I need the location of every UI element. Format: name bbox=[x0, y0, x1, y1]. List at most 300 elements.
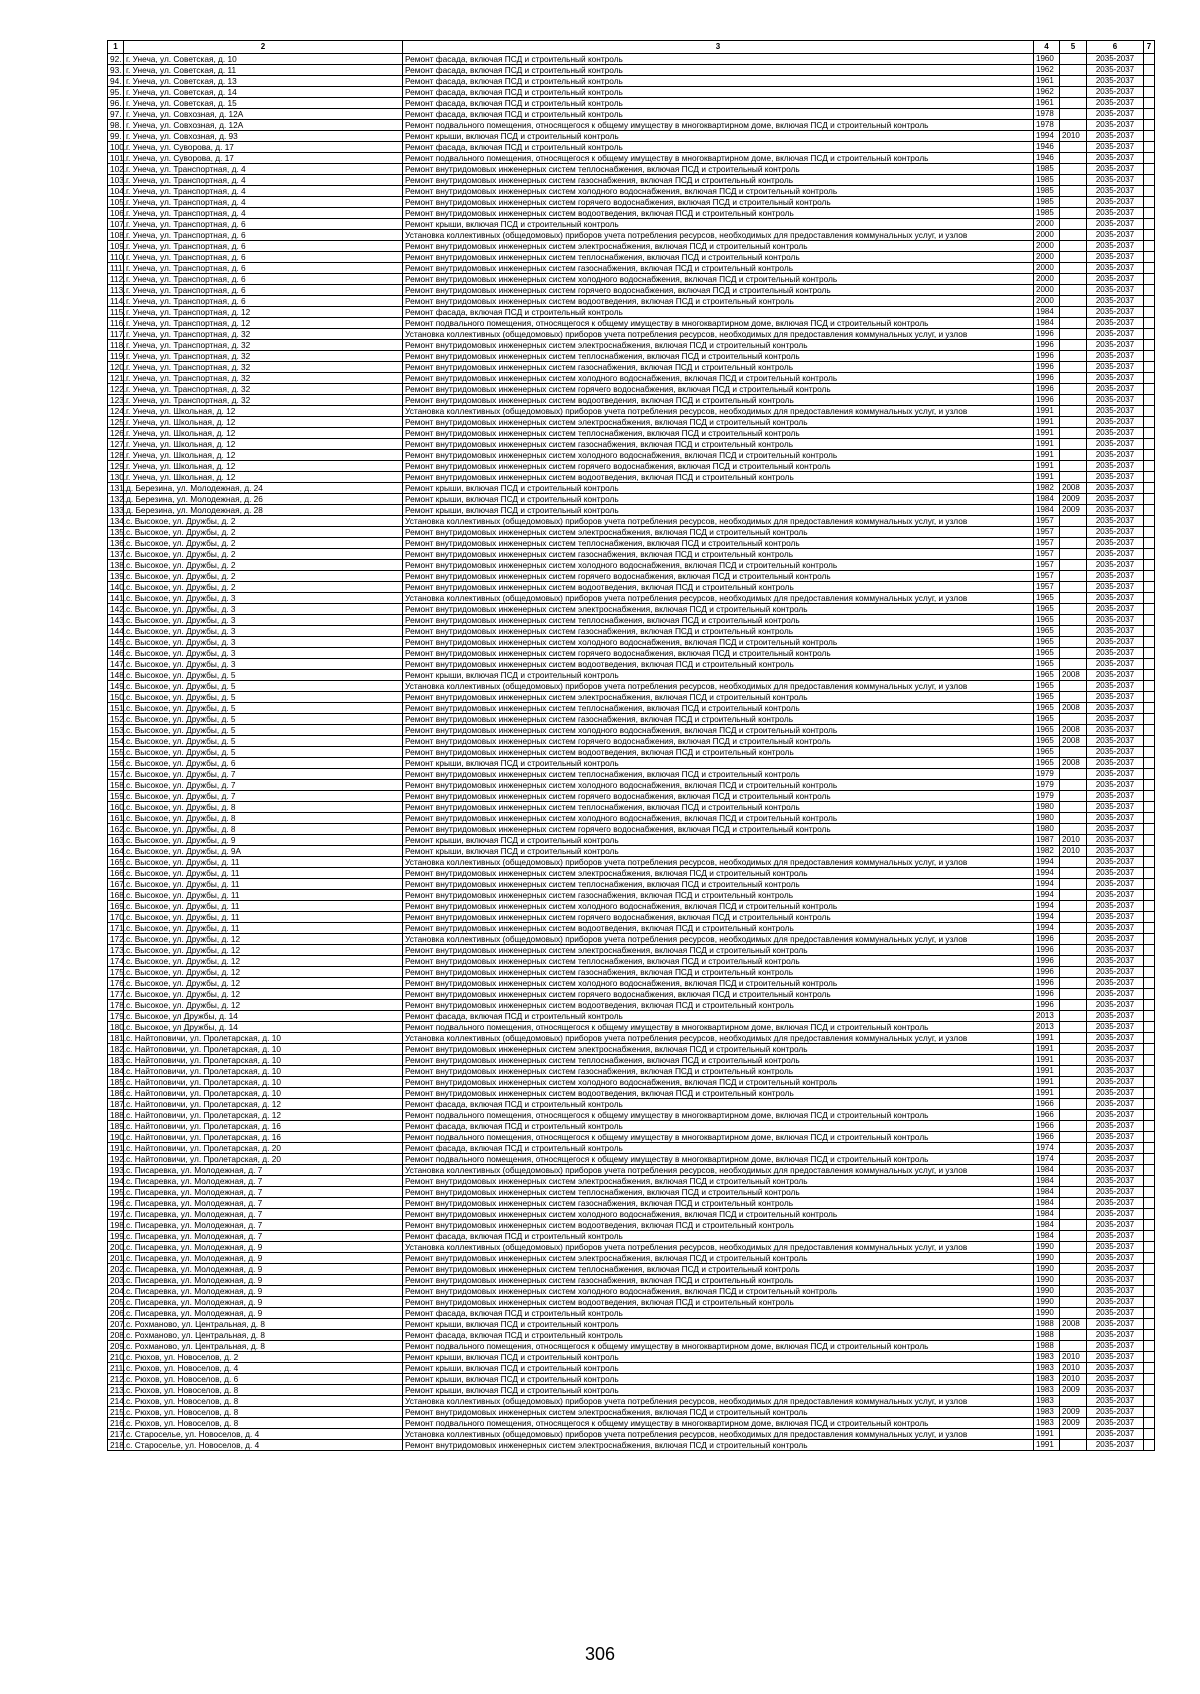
built-year-cell: 2000 bbox=[1034, 285, 1060, 296]
work-type-cell: Ремонт фасада, включая ПСД и строительный контроль bbox=[403, 1308, 1034, 1319]
extra-cell bbox=[1144, 76, 1155, 87]
row-number: 211. bbox=[108, 1363, 124, 1374]
planned-period-cell: 2035-2037 bbox=[1087, 1088, 1144, 1099]
row-number: 103. bbox=[108, 175, 124, 186]
table-row bbox=[108, 142, 1155, 153]
row-number: 140. bbox=[108, 582, 124, 593]
address-cell: г. Унеча, ул. Транспортная, д. 4 bbox=[124, 186, 403, 197]
work-type-cell: Ремонт внутридомовых инженерных систем горячего водоснабжения, включая ПСД и строительный контроль bbox=[403, 197, 1034, 208]
row-number: 101. bbox=[108, 153, 124, 164]
address-cell: г. Унеча, ул. Школьная, д. 12 bbox=[124, 472, 403, 483]
extra-cell bbox=[1144, 725, 1155, 736]
row-number: 142. bbox=[108, 604, 124, 615]
work-type-cell: Установка коллективных (общедомовых) приборов учета потребления ресурсов, необходимых для предоставления коммунальных услуг, и узлов bbox=[403, 1396, 1034, 1407]
row-number: 183. bbox=[108, 1055, 124, 1066]
work-type-cell: Ремонт внутридомовых инженерных систем электроснабжения, включая ПСД и строительный контроль bbox=[403, 1176, 1034, 1187]
row-number: 169. bbox=[108, 901, 124, 912]
work-type-cell: Ремонт внутридомовых инженерных систем холодного водоснабжения, включая ПСД и строительный контроль bbox=[403, 560, 1034, 571]
address-cell: с. Высокое, ул. Дружбы, д. 2 bbox=[124, 571, 403, 582]
work-type-cell: Ремонт подвального помещения, относящегося к общему имуществу в многоквартирном доме, включая ПСД и строительный контроль bbox=[403, 1341, 1034, 1352]
work-type-cell: Ремонт фасада, включая ПСД и строительный контроль bbox=[403, 307, 1034, 318]
address-cell: г. Унеча, ул. Транспортная, д. 32 bbox=[124, 384, 403, 395]
address-cell: с. Писаревка, ул. Молодежная, д. 7 bbox=[124, 1231, 403, 1242]
address-cell: г. Унеча, ул. Транспортная, д. 4 bbox=[124, 208, 403, 219]
planned-period-cell: 2035-2037 bbox=[1087, 428, 1144, 439]
row-number: 135. bbox=[108, 527, 124, 538]
extra-cell bbox=[1144, 659, 1155, 670]
built-year-cell: 1965 bbox=[1034, 736, 1060, 747]
last-repair-year-cell bbox=[1060, 1253, 1087, 1264]
work-type-cell: Ремонт крыши, включая ПСД и строительный контроль bbox=[403, 846, 1034, 857]
address-cell: г. Унеча, ул. Транспортная, д. 6 bbox=[124, 263, 403, 274]
extra-cell bbox=[1144, 879, 1155, 890]
extra-cell bbox=[1144, 1242, 1155, 1253]
table-row bbox=[108, 813, 1155, 824]
built-year-cell: 1979 bbox=[1034, 769, 1060, 780]
address-cell: г. Унеча, ул. Совхозная, д. 93 bbox=[124, 131, 403, 142]
table-row bbox=[108, 769, 1155, 780]
extra-cell bbox=[1144, 945, 1155, 956]
row-number: 99. bbox=[108, 131, 124, 142]
table-row bbox=[108, 1297, 1155, 1308]
table-row bbox=[108, 1154, 1155, 1165]
table-row bbox=[108, 1363, 1155, 1374]
built-year-cell: 1994 bbox=[1034, 901, 1060, 912]
built-year-cell: 1966 bbox=[1034, 1121, 1060, 1132]
last-repair-year-cell bbox=[1060, 318, 1087, 329]
table-row bbox=[108, 230, 1155, 241]
planned-period-cell: 2035-2037 bbox=[1087, 549, 1144, 560]
address-cell: с. Высокое, ул. Дружбы, д. 3 bbox=[124, 604, 403, 615]
extra-cell bbox=[1144, 175, 1155, 186]
planned-period-cell: 2035-2037 bbox=[1087, 329, 1144, 340]
extra-cell bbox=[1144, 890, 1155, 901]
planned-period-cell: 2035-2037 bbox=[1087, 1110, 1144, 1121]
table-row bbox=[108, 1176, 1155, 1187]
last-repair-year-cell bbox=[1060, 307, 1087, 318]
built-year-cell: 1965 bbox=[1034, 659, 1060, 670]
work-type-cell: Ремонт внутридомовых инженерных систем водоотведения, включая ПСД и строительный контроль bbox=[403, 659, 1034, 670]
table-row bbox=[108, 956, 1155, 967]
row-number: 133. bbox=[108, 505, 124, 516]
extra-cell bbox=[1144, 87, 1155, 98]
table-row bbox=[108, 483, 1155, 494]
column-number-header: 1 bbox=[108, 41, 124, 54]
last-repair-year-cell bbox=[1060, 109, 1087, 120]
built-year-cell: 1991 bbox=[1034, 1066, 1060, 1077]
row-number: 157. bbox=[108, 769, 124, 780]
address-cell: г. Унеча, ул. Транспортная, д. 32 bbox=[124, 395, 403, 406]
last-repair-year-cell bbox=[1060, 593, 1087, 604]
row-number: 96. bbox=[108, 98, 124, 109]
planned-period-cell: 2035-2037 bbox=[1087, 1341, 1144, 1352]
address-cell: г. Унеча, ул. Транспортная, д. 6 bbox=[124, 285, 403, 296]
planned-period-cell: 2035-2037 bbox=[1087, 637, 1144, 648]
table-row bbox=[108, 428, 1155, 439]
last-repair-year-cell bbox=[1060, 714, 1087, 725]
extra-cell bbox=[1144, 1231, 1155, 1242]
built-year-cell: 2000 bbox=[1034, 219, 1060, 230]
built-year-cell: 1946 bbox=[1034, 153, 1060, 164]
last-repair-year-cell bbox=[1060, 54, 1087, 65]
address-cell: с. Высокое, ул. Дружбы, д. 12 bbox=[124, 956, 403, 967]
table-row bbox=[108, 703, 1155, 714]
table-row bbox=[108, 186, 1155, 197]
built-year-cell: 1965 bbox=[1034, 681, 1060, 692]
address-cell: с. Высокое, ул Дружбы, д. 14 bbox=[124, 1022, 403, 1033]
row-number: 187. bbox=[108, 1099, 124, 1110]
table-row bbox=[108, 571, 1155, 582]
last-repair-year-cell bbox=[1060, 230, 1087, 241]
work-type-cell: Ремонт внутридомовых инженерных систем газоснабжения, включая ПСД и строительный контроль bbox=[403, 1275, 1034, 1286]
extra-cell bbox=[1144, 1033, 1155, 1044]
last-repair-year-cell bbox=[1060, 472, 1087, 483]
address-cell: с. Рюхов, ул. Новоселов, д. 8 bbox=[124, 1418, 403, 1429]
work-type-cell: Ремонт крыши, включая ПСД и строительный контроль bbox=[403, 835, 1034, 846]
built-year-cell: 1965 bbox=[1034, 670, 1060, 681]
built-year-cell: 1996 bbox=[1034, 351, 1060, 362]
address-cell: г. Унеча, ул. Транспортная, д. 4 bbox=[124, 175, 403, 186]
work-type-cell: Ремонт фасада, включая ПСД и строительный контроль bbox=[403, 87, 1034, 98]
row-number: 184. bbox=[108, 1066, 124, 1077]
extra-cell bbox=[1144, 1154, 1155, 1165]
column-address-header: 2 bbox=[124, 41, 403, 54]
table-row bbox=[108, 1440, 1155, 1451]
row-number: 146. bbox=[108, 648, 124, 659]
extra-cell bbox=[1144, 439, 1155, 450]
address-cell: с. Высокое, ул. Дружбы, д. 8 bbox=[124, 802, 403, 813]
extra-cell bbox=[1144, 197, 1155, 208]
work-type-cell: Ремонт внутридомовых инженерных систем теплоснабжения, включая ПСД и строительный контроль bbox=[403, 1187, 1034, 1198]
extra-cell bbox=[1144, 1341, 1155, 1352]
last-repair-year-cell bbox=[1060, 549, 1087, 560]
table-row bbox=[108, 153, 1155, 164]
extra-cell bbox=[1144, 1440, 1155, 1451]
last-repair-year-cell bbox=[1060, 219, 1087, 230]
last-repair-year-cell bbox=[1060, 824, 1087, 835]
extra-cell bbox=[1144, 560, 1155, 571]
row-number: 185. bbox=[108, 1077, 124, 1088]
planned-period-cell: 2035-2037 bbox=[1087, 1297, 1144, 1308]
work-type-cell: Ремонт внутридомовых инженерных систем электроснабжения, включая ПСД и строительный контроль bbox=[403, 945, 1034, 956]
row-number: 152. bbox=[108, 714, 124, 725]
planned-period-cell: 2035-2037 bbox=[1087, 219, 1144, 230]
planned-period-cell: 2035-2037 bbox=[1087, 153, 1144, 164]
extra-cell bbox=[1144, 483, 1155, 494]
built-year-cell: 1991 bbox=[1034, 1440, 1060, 1451]
table-row bbox=[108, 802, 1155, 813]
last-repair-year-cell bbox=[1060, 329, 1087, 340]
built-year-cell: 1991 bbox=[1034, 1088, 1060, 1099]
extra-cell bbox=[1144, 153, 1155, 164]
planned-period-cell: 2035-2037 bbox=[1087, 1418, 1144, 1429]
row-number: 206. bbox=[108, 1308, 124, 1319]
extra-cell bbox=[1144, 802, 1155, 813]
last-repair-year-cell bbox=[1060, 1286, 1087, 1297]
last-repair-year-cell bbox=[1060, 923, 1087, 934]
table-row bbox=[108, 1022, 1155, 1033]
table-row bbox=[108, 450, 1155, 461]
table-row bbox=[108, 736, 1155, 747]
address-cell: с. Рохманово, ул. Центральная, д. 8 bbox=[124, 1341, 403, 1352]
last-repair-year-cell bbox=[1060, 1022, 1087, 1033]
table-row bbox=[108, 1033, 1155, 1044]
last-repair-year-cell bbox=[1060, 98, 1087, 109]
address-cell: г. Унеча, ул. Транспортная, д. 6 bbox=[124, 296, 403, 307]
last-repair-year-cell bbox=[1060, 901, 1087, 912]
planned-period-cell: 2035-2037 bbox=[1087, 1011, 1144, 1022]
row-number: 186. bbox=[108, 1088, 124, 1099]
extra-cell bbox=[1144, 846, 1155, 857]
address-cell: с. Высокое, ул. Дружбы, д. 12 bbox=[124, 1000, 403, 1011]
header-row bbox=[108, 41, 1155, 54]
row-number: 122. bbox=[108, 384, 124, 395]
planned-period-cell: 2035-2037 bbox=[1087, 846, 1144, 857]
work-type-cell: Ремонт подвального помещения, относящегося к общему имуществу в многоквартирном доме, включая ПСД и строительный контроль bbox=[403, 1154, 1034, 1165]
work-type-cell: Ремонт внутридомовых инженерных систем электроснабжения, включая ПСД и строительный контроль bbox=[403, 1253, 1034, 1264]
work-type-cell: Ремонт внутридомовых инженерных систем теплоснабжения, включая ПСД и строительный контроль bbox=[403, 769, 1034, 780]
extra-cell bbox=[1144, 1055, 1155, 1066]
extra-cell bbox=[1144, 527, 1155, 538]
row-number: 161. bbox=[108, 813, 124, 824]
planned-period-cell: 2035-2037 bbox=[1087, 626, 1144, 637]
last-repair-year-cell bbox=[1060, 978, 1087, 989]
row-number: 202. bbox=[108, 1264, 124, 1275]
planned-period-cell: 2035-2037 bbox=[1087, 923, 1144, 934]
built-year-cell: 1966 bbox=[1034, 1099, 1060, 1110]
address-cell: с. Писаревка, ул. Молодежная, д. 9 bbox=[124, 1297, 403, 1308]
table-row bbox=[108, 560, 1155, 571]
extra-cell bbox=[1144, 1297, 1155, 1308]
table-row bbox=[108, 417, 1155, 428]
address-cell: г. Унеча, ул. Советская, д. 11 bbox=[124, 65, 403, 76]
last-repair-year-cell bbox=[1060, 1088, 1087, 1099]
built-year-cell: 1979 bbox=[1034, 791, 1060, 802]
work-type-cell: Ремонт внутридомовых инженерных систем горячего водоснабжения, включая ПСД и строительный контроль bbox=[403, 285, 1034, 296]
work-type-cell: Установка коллективных (общедомовых) приборов учета потребления ресурсов, необходимых для предоставления коммунальных услуг, и узлов bbox=[403, 857, 1034, 868]
extra-cell bbox=[1144, 263, 1155, 274]
extra-cell bbox=[1144, 769, 1155, 780]
row-number: 175. bbox=[108, 967, 124, 978]
last-repair-year-cell bbox=[1060, 197, 1087, 208]
row-number: 151. bbox=[108, 703, 124, 714]
planned-period-cell: 2035-2037 bbox=[1087, 494, 1144, 505]
built-year-cell: 1985 bbox=[1034, 186, 1060, 197]
address-cell: с. Высокое, ул. Дружбы, д. 5 bbox=[124, 692, 403, 703]
table-row bbox=[108, 1275, 1155, 1286]
last-repair-year-cell bbox=[1060, 791, 1087, 802]
planned-period-cell: 2035-2037 bbox=[1087, 1363, 1144, 1374]
planned-period-cell: 2035-2037 bbox=[1087, 263, 1144, 274]
planned-period-cell: 2035-2037 bbox=[1087, 230, 1144, 241]
last-repair-year-cell bbox=[1060, 1198, 1087, 1209]
built-year-cell: 1996 bbox=[1034, 395, 1060, 406]
built-year-cell: 1991 bbox=[1034, 1077, 1060, 1088]
extra-cell bbox=[1144, 967, 1155, 978]
built-year-cell: 1996 bbox=[1034, 934, 1060, 945]
row-number: 167. bbox=[108, 879, 124, 890]
table-row bbox=[108, 538, 1155, 549]
extra-cell bbox=[1144, 1176, 1155, 1187]
last-repair-year-cell bbox=[1060, 1209, 1087, 1220]
built-year-cell: 1990 bbox=[1034, 1275, 1060, 1286]
built-year-cell: 1957 bbox=[1034, 538, 1060, 549]
extra-cell bbox=[1144, 626, 1155, 637]
work-type-cell: Ремонт крыши, включая ПСД и строительный контроль bbox=[403, 505, 1034, 516]
extra-cell bbox=[1144, 923, 1155, 934]
built-year-cell: 1988 bbox=[1034, 1341, 1060, 1352]
table-row bbox=[108, 384, 1155, 395]
table-row bbox=[108, 967, 1155, 978]
table-row bbox=[108, 989, 1155, 1000]
address-cell: с. Найтоповичи, ул. Пролетарская, д. 10 bbox=[124, 1077, 403, 1088]
address-cell: г. Унеча, ул. Советская, д. 15 bbox=[124, 98, 403, 109]
address-cell: г. Унеча, ул. Транспортная, д. 32 bbox=[124, 373, 403, 384]
work-type-cell: Ремонт фасада, включая ПСД и строительный контроль bbox=[403, 1330, 1034, 1341]
address-cell: с. Высокое, ул. Дружбы, д. 11 bbox=[124, 912, 403, 923]
work-type-cell: Ремонт фасада, включая ПСД и строительный контроль bbox=[403, 65, 1034, 76]
row-number: 117. bbox=[108, 329, 124, 340]
extra-cell bbox=[1144, 747, 1155, 758]
row-number: 162. bbox=[108, 824, 124, 835]
last-repair-year-cell bbox=[1060, 406, 1087, 417]
table-row bbox=[108, 1121, 1155, 1132]
address-cell: с. Писаревка, ул. Молодежная, д. 7 bbox=[124, 1209, 403, 1220]
built-year-cell: 1991 bbox=[1034, 1429, 1060, 1440]
built-year-cell: 1983 bbox=[1034, 1407, 1060, 1418]
address-cell: г. Унеча, ул. Транспортная, д. 4 bbox=[124, 197, 403, 208]
address-cell: с. Высокое, ул. Дружбы, д. 2 bbox=[124, 560, 403, 571]
last-repair-year-cell bbox=[1060, 1396, 1087, 1407]
extra-cell bbox=[1144, 131, 1155, 142]
work-type-cell: Ремонт внутридомовых инженерных систем водоотведения, включая ПСД и строительный контроль bbox=[403, 923, 1034, 934]
address-cell: с. Высокое, ул. Дружбы, д. 5 bbox=[124, 747, 403, 758]
address-cell: с. Найтоповичи, ул. Пролетарская, д. 10 bbox=[124, 1066, 403, 1077]
extra-cell bbox=[1144, 1099, 1155, 1110]
built-year-cell: 1996 bbox=[1034, 956, 1060, 967]
column-last-repair-header: 5 bbox=[1060, 41, 1087, 54]
work-type-cell: Ремонт внутридомовых инженерных систем газоснабжения, включая ПСД и строительный контроль bbox=[403, 1198, 1034, 1209]
address-cell: с. Высокое, ул Дружбы, д. 14 bbox=[124, 1011, 403, 1022]
built-year-cell: 1957 bbox=[1034, 582, 1060, 593]
table-row bbox=[108, 362, 1155, 373]
work-type-cell: Ремонт внутридомовых инженерных систем холодного водоснабжения, включая ПСД и строительный контроль bbox=[403, 978, 1034, 989]
extra-cell bbox=[1144, 1407, 1155, 1418]
address-cell: с. Высокое, ул. Дружбы, д. 2 bbox=[124, 516, 403, 527]
last-repair-year-cell bbox=[1060, 142, 1087, 153]
extra-cell bbox=[1144, 1044, 1155, 1055]
address-cell: с. Высокое, ул. Дружбы, д. 12 bbox=[124, 978, 403, 989]
repair-schedule-table bbox=[107, 40, 1155, 1451]
row-number: 200. bbox=[108, 1242, 124, 1253]
planned-period-cell: 2035-2037 bbox=[1087, 65, 1144, 76]
planned-period-cell: 2035-2037 bbox=[1087, 945, 1144, 956]
last-repair-year-cell bbox=[1060, 87, 1087, 98]
planned-period-cell: 2035-2037 bbox=[1087, 747, 1144, 758]
table-row bbox=[108, 692, 1155, 703]
table-row bbox=[108, 725, 1155, 736]
last-repair-year-cell bbox=[1060, 428, 1087, 439]
built-year-cell: 1965 bbox=[1034, 725, 1060, 736]
planned-period-cell: 2035-2037 bbox=[1087, 1198, 1144, 1209]
planned-period-cell: 2035-2037 bbox=[1087, 593, 1144, 604]
document-sheet bbox=[107, 40, 1154, 1451]
last-repair-year-cell bbox=[1060, 516, 1087, 527]
planned-period-cell: 2035-2037 bbox=[1087, 483, 1144, 494]
address-cell: г. Унеча, ул. Транспортная, д. 12 bbox=[124, 318, 403, 329]
address-cell: д. Березина, ул. Молодежная, д. 24 bbox=[124, 483, 403, 494]
work-type-cell: Ремонт внутридомовых инженерных систем горячего водоснабжения, включая ПСД и строительный контроль bbox=[403, 791, 1034, 802]
row-number: 177. bbox=[108, 989, 124, 1000]
planned-period-cell: 2035-2037 bbox=[1087, 1165, 1144, 1176]
row-number: 194. bbox=[108, 1176, 124, 1187]
work-type-cell: Ремонт внутридомовых инженерных систем электроснабжения, включая ПСД и строительный контроль bbox=[403, 692, 1034, 703]
extra-cell bbox=[1144, 362, 1155, 373]
row-number: 123. bbox=[108, 395, 124, 406]
work-type-cell: Ремонт внутридомовых инженерных систем горячего водоснабжения, включая ПСД и строительный контроль bbox=[403, 461, 1034, 472]
built-year-cell: 1984 bbox=[1034, 1209, 1060, 1220]
extra-cell bbox=[1144, 208, 1155, 219]
work-type-cell: Ремонт подвального помещения, относящегося к общему имуществу в многоквартирном доме, включая ПСД и строительный контроль bbox=[403, 1132, 1034, 1143]
extra-cell bbox=[1144, 1429, 1155, 1440]
extra-cell bbox=[1144, 1198, 1155, 1209]
last-repair-year-cell bbox=[1060, 285, 1087, 296]
built-year-cell: 1984 bbox=[1034, 307, 1060, 318]
extra-cell bbox=[1144, 120, 1155, 131]
planned-period-cell: 2035-2037 bbox=[1087, 208, 1144, 219]
built-year-cell: 1965 bbox=[1034, 593, 1060, 604]
planned-period-cell: 2035-2037 bbox=[1087, 978, 1144, 989]
last-repair-year-cell: 2009 bbox=[1060, 1407, 1087, 1418]
built-year-cell: 1996 bbox=[1034, 340, 1060, 351]
last-repair-year-cell: 2008 bbox=[1060, 670, 1087, 681]
address-cell: с. Рюхов, ул. Новоселов, д. 2 bbox=[124, 1352, 403, 1363]
work-type-cell: Ремонт внутридомовых инженерных систем теплоснабжения, включая ПСД и строительный контроль bbox=[403, 351, 1034, 362]
address-cell: г. Унеча, ул. Суворова, д. 17 bbox=[124, 153, 403, 164]
row-number: 118. bbox=[108, 340, 124, 351]
planned-period-cell: 2035-2037 bbox=[1087, 560, 1144, 571]
row-number: 105. bbox=[108, 197, 124, 208]
built-year-cell: 1991 bbox=[1034, 428, 1060, 439]
built-year-cell: 1996 bbox=[1034, 978, 1060, 989]
table-row bbox=[108, 890, 1155, 901]
table-row bbox=[108, 65, 1155, 76]
built-year-cell: 1991 bbox=[1034, 417, 1060, 428]
row-number: 100. bbox=[108, 142, 124, 153]
row-number: 116. bbox=[108, 318, 124, 329]
last-repair-year-cell bbox=[1060, 373, 1087, 384]
table-row bbox=[108, 98, 1155, 109]
row-number: 165. bbox=[108, 857, 124, 868]
work-type-cell: Ремонт внутридомовых инженерных систем теплоснабжения, включая ПСД и строительный контроль bbox=[403, 1055, 1034, 1066]
table-row bbox=[108, 758, 1155, 769]
table-row bbox=[108, 923, 1155, 934]
planned-period-cell: 2035-2037 bbox=[1087, 1231, 1144, 1242]
planned-period-cell: 2035-2037 bbox=[1087, 1022, 1144, 1033]
extra-cell bbox=[1144, 681, 1155, 692]
built-year-cell: 1996 bbox=[1034, 967, 1060, 978]
address-cell: с. Высокое, ул. Дружбы, д. 2 bbox=[124, 582, 403, 593]
built-year-cell: 1965 bbox=[1034, 758, 1060, 769]
row-number: 171. bbox=[108, 923, 124, 934]
row-number: 147. bbox=[108, 659, 124, 670]
extra-cell bbox=[1144, 384, 1155, 395]
work-type-cell: Ремонт внутридомовых инженерных систем газоснабжения, включая ПСД и строительный контроль bbox=[403, 263, 1034, 274]
table-row bbox=[108, 296, 1155, 307]
planned-period-cell: 2035-2037 bbox=[1087, 197, 1144, 208]
built-year-cell: 2000 bbox=[1034, 263, 1060, 274]
work-type-cell: Ремонт внутридомовых инженерных систем электроснабжения, включая ПСД и строительный контроль bbox=[403, 1044, 1034, 1055]
